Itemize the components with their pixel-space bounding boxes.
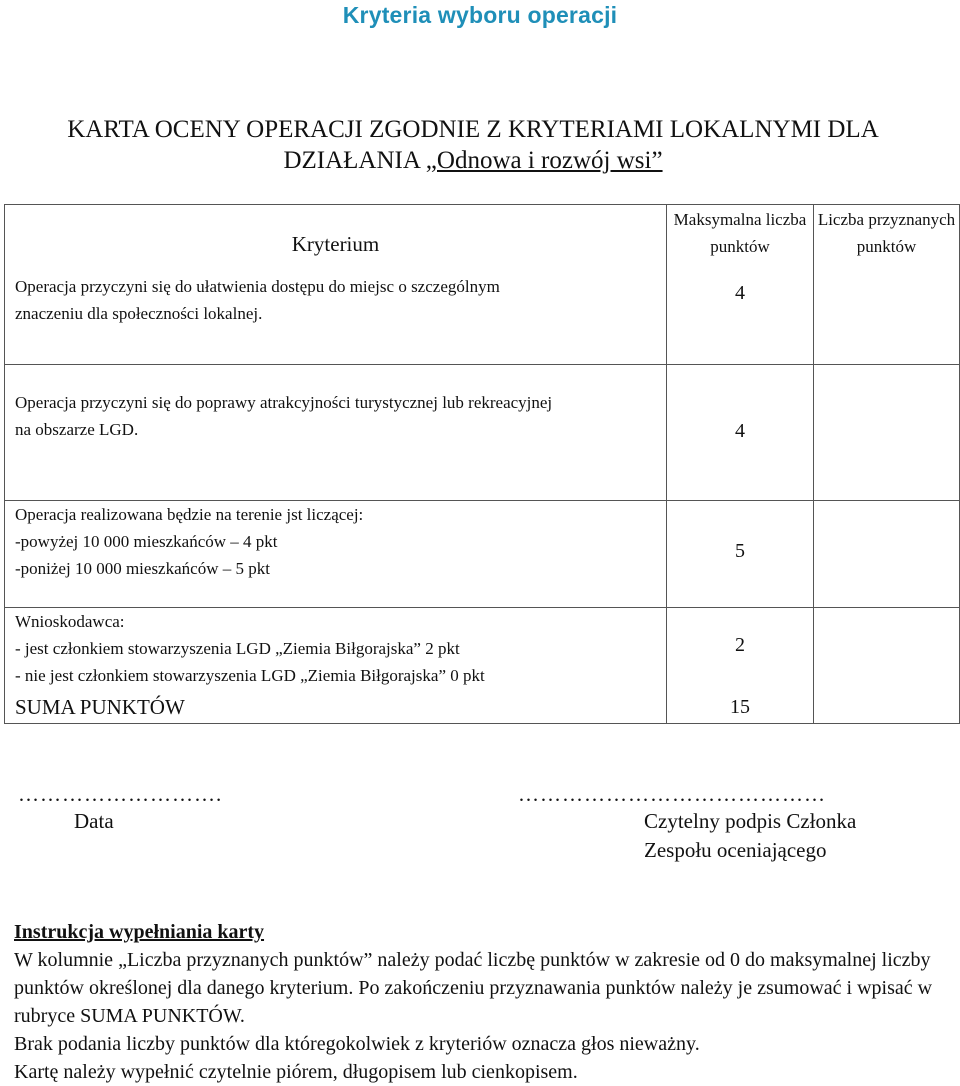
date-label: Data [74,809,114,833]
criterion-3-line-2: -powyżej 10 000 mieszkańców – 4 pkt [15,532,278,551]
max-points-cell-4 [667,608,814,692]
sum-value: 15 [730,695,750,718]
criterion-4-line-1: Wnioskodawca: [15,612,125,631]
title-line-2 [0,145,946,176]
criterion-3-text [5,501,666,582]
instructions-line-1: W kolumnie „Liczba przyznanych punktów” należy podać liczbę punktów w zakresie od 0 do maksymalnej liczby punktów określonej dla danego kryterium. Po zakończeniu przyznawania punktów należy je zsumować i wpisać w rubryce SUMA PUNKTÓW. [14,949,933,1027]
criterion-2-line-1: Operacja przyczyni się do poprawy atrakcyjności turystycznej lub rekreacyjnej [15,393,553,412]
header-max-points: Maksymalna liczba punktów [673,210,807,256]
given-points-cell-2[interactable] [814,365,960,501]
criterion-3-line-1: Operacja realizowana będzie na terenie jst liczącej: [15,505,364,524]
criterion-2-text [5,389,666,443]
criteria-table [4,204,960,724]
page-heading: Kryteria wyboru operacji [342,2,618,28]
given-points-cell-4[interactable] [814,608,960,724]
instructions-line-2: Brak podania liczby punktów dla któregokolwiek z kryteriów oznacza głos nieważny. [14,1033,700,1055]
criterion-4-line-3: - nie jest członkiem stowarzyszenia LGD „Ziemia Biłgorajska” 0 pkt [15,666,485,685]
criterion-4-text [5,608,666,689]
criterion-1-line-2: znaczeniu dla społeczności lokalnej. [15,304,263,323]
instructions-line-3: Kartę należy wypełnić czytelnie piórem, długopisem lub cienkopisem. [14,1061,578,1083]
criteria-cell-1 [5,205,667,365]
title-prefix: DZIAŁANIA [283,147,426,174]
date-dots: ………………………. [18,782,223,806]
header-kryterium: Kryterium [291,232,380,256]
signature-label [644,807,856,865]
sum-label-cell [5,692,667,724]
sum-label: SUMA PUNKTÓW [15,694,185,719]
criterion-1-max: 4 [735,282,745,304]
criterion-3-max: 5 [735,540,745,562]
instructions-title: Instrukcja wypełniania karty [14,921,265,943]
criteria-cell-2 [5,365,667,501]
criteria-cell-3 [5,501,667,608]
title-line-1: KARTA OCENY OPERACJI ZGODNIE Z KRYTERIAMI LOKALNYMI DLA [67,116,879,143]
title-action-name: „Odnowa i rozwój wsi” [425,147,663,174]
criterion-2-line-2: na obszarze LGD. [15,420,139,439]
signature-label-line-2: Zespołu oceniającego [644,838,827,862]
criterion-3-line-3: -poniżej 10 000 mieszkańców – 5 pkt [15,559,270,578]
sum-value-cell [667,692,814,724]
criterion-4-line-2: - jest członkiem stowarzyszenia LGD „Ziemia Biłgorajska” 2 pkt [15,639,460,658]
max-points-cell-1 [667,205,814,365]
given-points-cell-1[interactable] [814,205,960,365]
signature-dots: …………………………………… [518,782,826,806]
criterion-1-text [5,273,666,327]
criterion-4-max: 2 [735,634,745,656]
instructions [14,918,944,1086]
max-points-cell-2 [667,365,814,501]
criterion-1-line-1: Operacja przyczyni się do ułatwienia dostępu do miejsc o szczególnym [15,277,500,296]
signature-label-line-1: Czytelny podpis Członka [644,809,857,833]
criteria-cell-4 [5,608,667,692]
max-points-cell-3 [667,501,814,608]
document-title [0,114,946,176]
criterion-2-max: 4 [735,420,745,442]
header-given-points: Liczba przyznanych punktów [817,210,956,256]
given-points-cell-3[interactable] [814,501,960,608]
